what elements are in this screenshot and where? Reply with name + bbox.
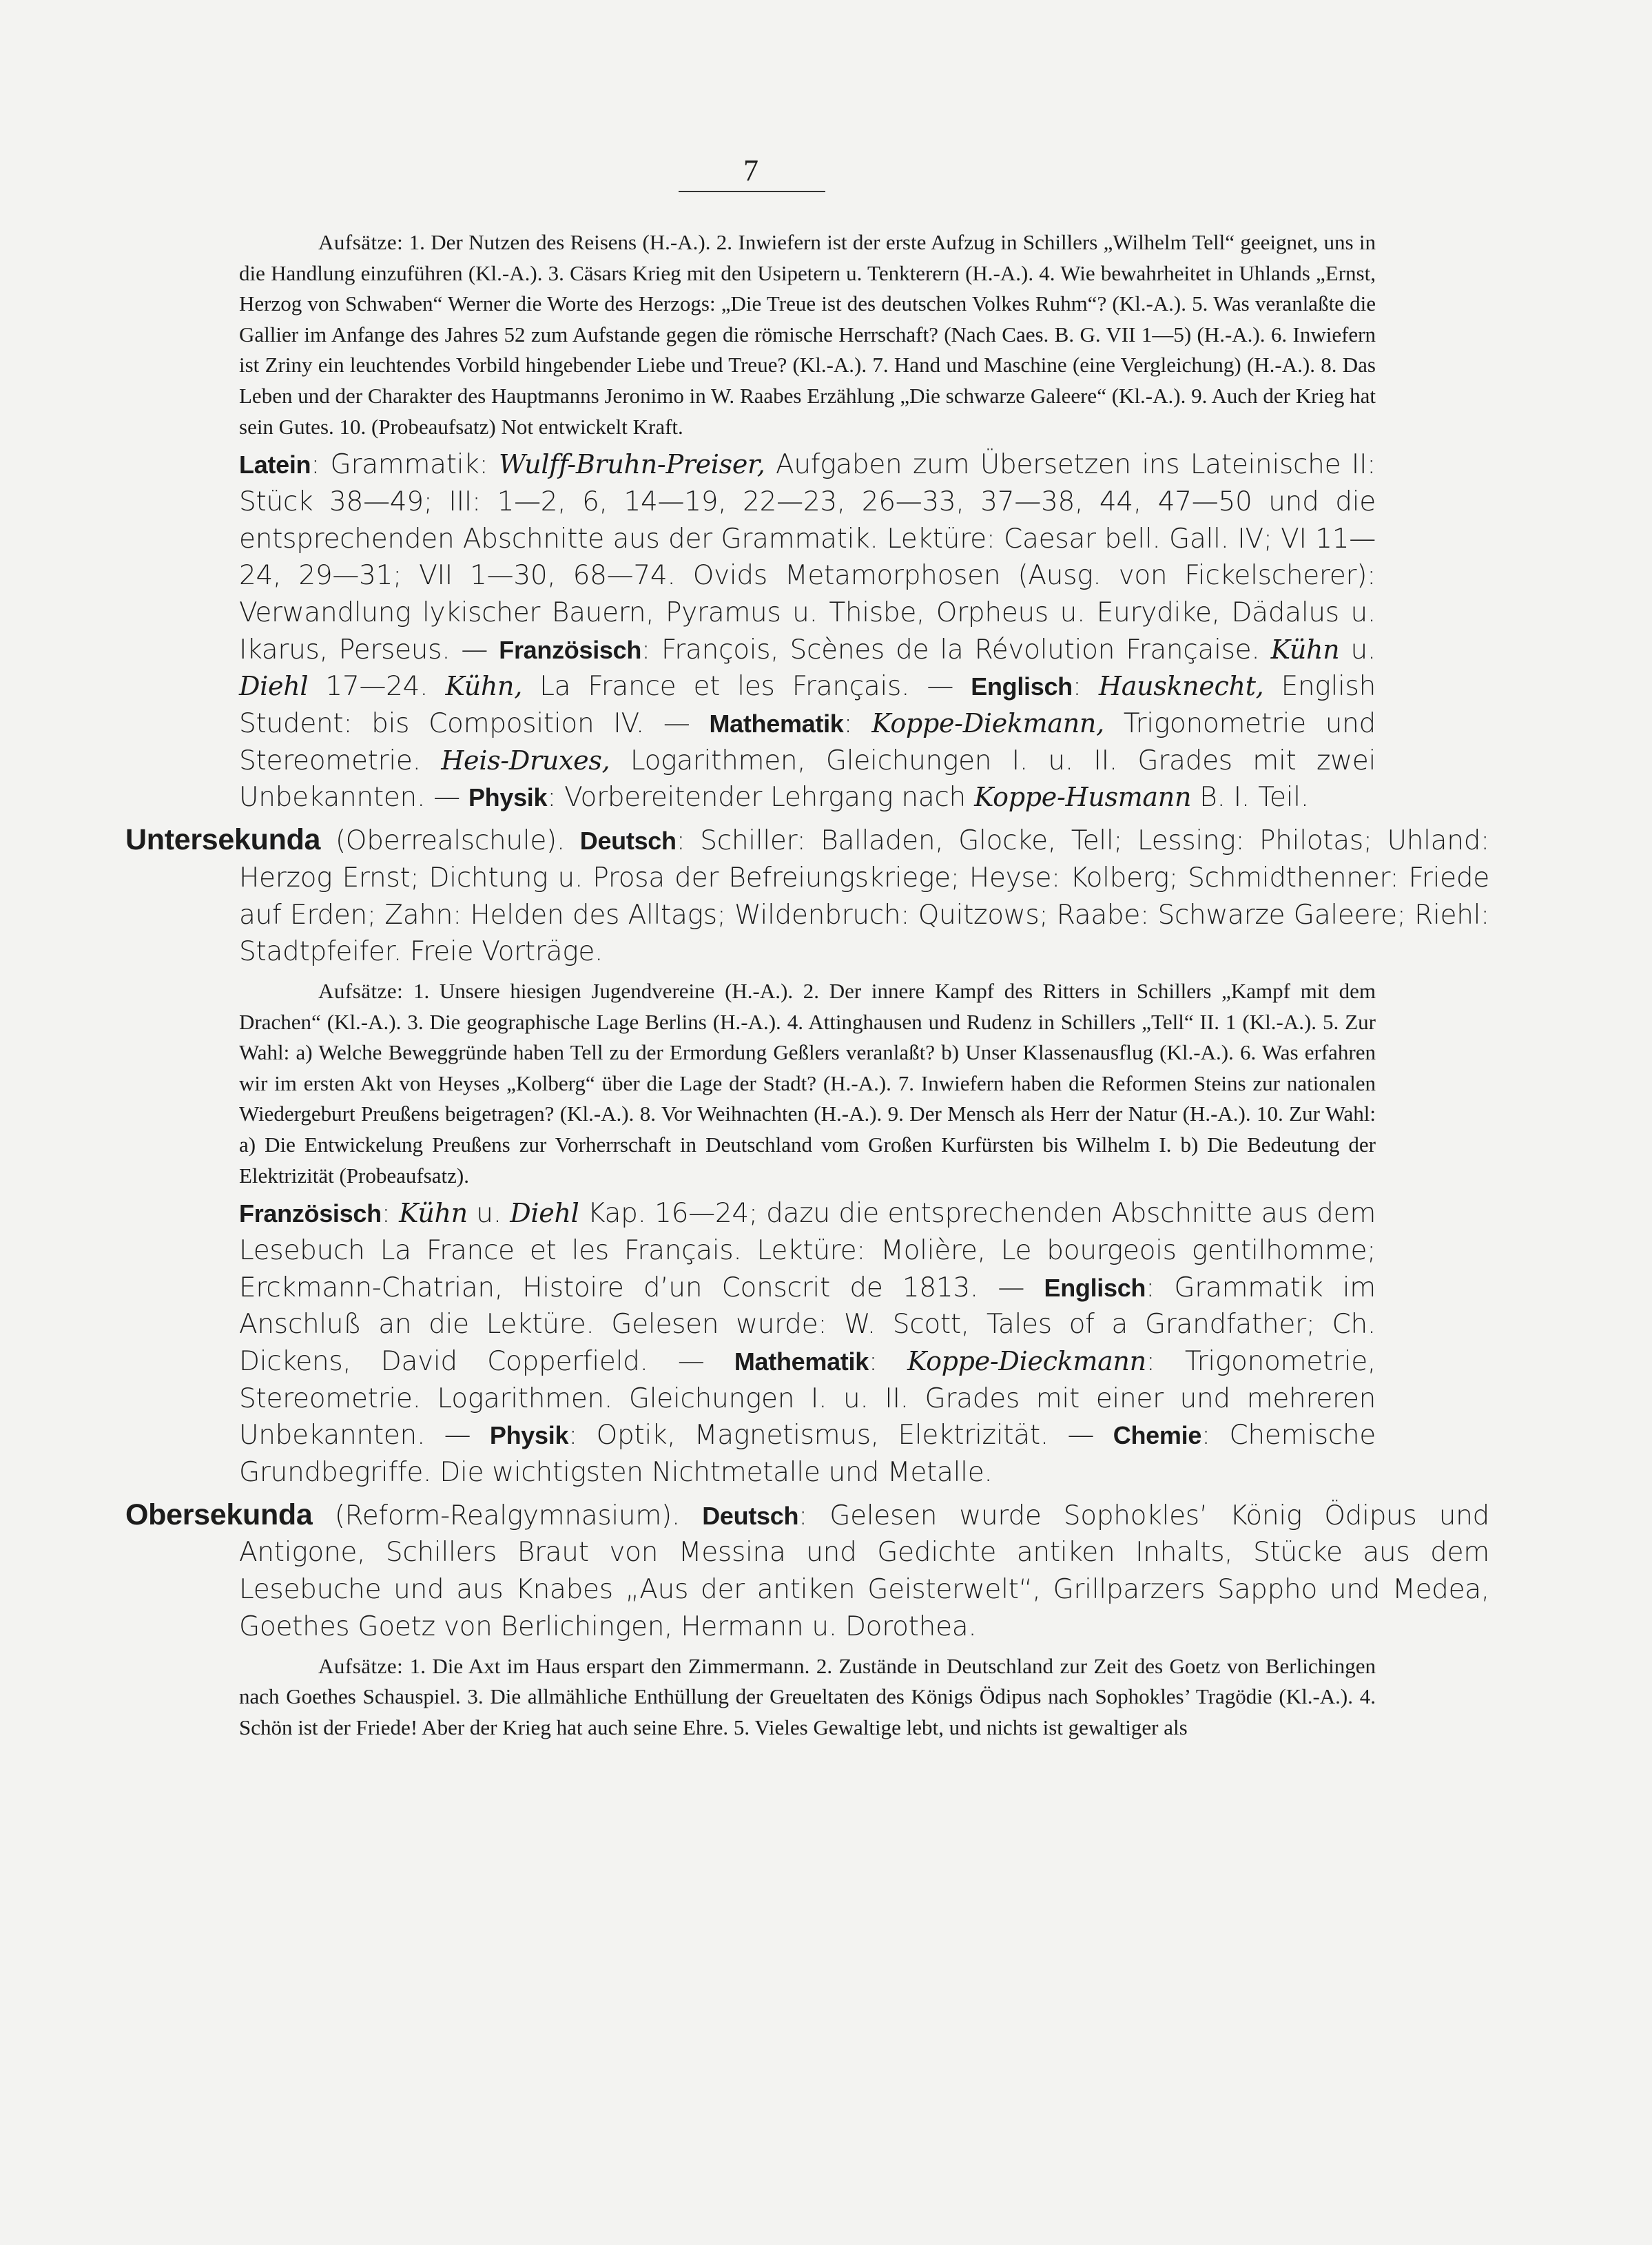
subject-paragraph — [239, 1195, 1376, 1491]
author-name: Diehl — [510, 1198, 579, 1229]
subject-keyword: Mathematik — [734, 1347, 869, 1376]
subject-paragraph — [239, 446, 1376, 816]
essay-topics-heading: Aufsätze: — [318, 979, 404, 1003]
author-name: Kühn, — [445, 671, 523, 702]
subject-keyword: Deutsch — [579, 827, 677, 856]
subject-keyword: Englisch — [971, 672, 1073, 701]
body-text: : — [381, 1198, 400, 1230]
body-text: : Grammatik: — [311, 449, 499, 481]
essay-topics-heading: Aufsätze: — [318, 1653, 404, 1678]
page-number: 7 — [743, 154, 758, 187]
body-text: English Student: bis Composition IV. — — [239, 671, 1376, 740]
subject-keyword: Chemie — [1113, 1421, 1202, 1450]
body-text: : Grammatik im Anschluß an die Lektüre. Gelesen wurde: W. Scott, Tales of a Grandfather; Ch. Dickens, David Copperfield. — — [239, 1272, 1376, 1377]
class-section-paragraph — [125, 822, 1489, 971]
subject-keyword: Latein — [239, 451, 311, 479]
essay-topics-text: 1. Der Nutzen des Reisens (H.-A.). 2. Inwiefern ist der erste Aufzug in Schillers „Wilhelm Tell“ geeignet, uns in die Handlung einzuführen (Kl.-A.). 3. Cäsars Krieg mit den Usipetern u. Tenkterern (H.-A.). 4. Wie bewahrheitet in Uhlands „Ernst, Herzog von Schwaben“ Werner die Worte des Herzogs: „Die Treue ist des deutschen Volkes Ruhm“? (Kl.-A.). 5. Was veranlaßte die Gallier im Anfange des Jahres 52 zum Aufstande gegen die römische Herrschaft? (Nach Caes. B. G. VII 1—5) (H.-A.). 6. Inwiefern ist Zriny ein leuchtendes Vorbild hingebender Liebe und Treue? (Kl.-A.). 7. Hand und Maschine (eine Vergleichung) (H.-A.). 8. Das Leben und der Charakter des Hauptmanns Jeronimo in W. Raabes Erzählung „Die schwarze Galeere“ (Kl.-A.). 9. Auch der Krieg hat sein Gutes. 10. (Probeaufsatz) Not entwickelt Kraft. — [239, 230, 1376, 439]
author-name: Koppe-Diekmann, — [871, 708, 1104, 739]
subject-keyword: Deutsch — [702, 1501, 799, 1530]
class-title: Obersekunda — [125, 1498, 313, 1531]
body-text: 17—24. — [308, 671, 446, 703]
subject-keyword: Physik — [489, 1421, 569, 1450]
page-body — [125, 227, 1489, 1747]
body-text: : Gelesen wurde Sophokles’ König Ödipus und Antigone, Schillers Braut von Messina und Gedichte antiken Inhalts, Stücke aus dem Lesebuche und aus Knabes „Aus der antiken Geisterwelt“, Grillparzers Sappho und Medea, Goethes Goetz von Berlichingen, Hermann u. Dorothea. — [239, 1500, 1489, 1642]
essay-topics-paragraph — [239, 227, 1376, 442]
body-text: : Schiller: Balladen, Glocke, Tell; Lessing: Philotas; Uhland: Herzog Ernst; Dichtung u. Prosa der Befreiungskriege; Heyse: Kolberg; Schmidthenner: Friede auf Erden; Zahn: Helden des Alltags; Wildenbruch: Quitzows; Raabe: Schwarze Galeere; Riehl: Stadtpfeifer. Freie Vorträge. — [239, 825, 1489, 968]
essay-topics-paragraph — [239, 1651, 1376, 1744]
body-text: B. I. Teil. — [1191, 782, 1309, 814]
author-name: Diehl — [239, 671, 309, 702]
body-text: u. — [1339, 634, 1376, 665]
author-name: Heis-Druxes, — [441, 745, 610, 776]
body-text: : — [843, 708, 872, 740]
class-title: Untersekunda — [125, 823, 321, 857]
author-name: Koppe-Husmann — [974, 782, 1192, 813]
body-text: Logarithmen, Gleichungen I. u. II. Grades mit zwei Unbekannten. — — [239, 745, 1376, 814]
body-text: : François, Scènes de la Révolution Française. — [641, 634, 1271, 665]
subject-keyword: Mathematik — [709, 710, 844, 738]
author-name: Wulff-Bruhn-Preiser, — [498, 449, 765, 480]
essay-topics-heading: Aufsätze: — [318, 230, 404, 254]
essay-topics-paragraph — [239, 976, 1376, 1191]
body-text: : Vorbereitender Lehrgang nach — [547, 782, 975, 814]
essay-topics-text: 1. Die Axt im Haus erspart den Zimmermann. 2. Zustände in Deutschland zur Zeit des Goetz von Berlichingen nach Goethes Schauspiel. 3. Die allmähliche Enthüllung der Greueltaten des Königs Ödipus nach Sophokles’ Tragödie (Kl.-A.). 4. Schön ist der Friede! Aber der Krieg hat auch seine Ehre. 5. Vieles Gewaltige lebt, und nichts ist gewaltiger als — [239, 1653, 1376, 1739]
page-number-rule — [679, 191, 825, 192]
body-text: : Optik, Magnetismus, Elektrizität. — — [568, 1420, 1113, 1451]
essay-topics-text: 1. Unsere hiesigen Jugendvereine (H.-A.). 2. Der innere Kampf des Ritters in Schillers „Kampf mit dem Drachen“ (Kl.-A.). 3. Die geographische Lage Berlins (H.-A.). 4. Attinghausen und Rudenz in Schillers „Tell“ II. 1 (Kl.-A.). 5. Zur Wahl: a) Welche Beweggründe haben Tell zu der Ermordung Geßlers veranlaßt? b) Unser Klassenausflug (Kl.-A.). 6. Was erfahren wir im ersten Akt von Heyses „Kolberg“ über die Lage der Stadt? (H.-A.). 7. Inwiefern haben die Reformen Steins zur nationalen Wiedergeburt Preußens beigetragen? (Kl.-A.). 8. Vor Weihnachten (H.-A.). 9. Der Mensch als Herr der Natur (H.-A.). 10. Zur Wahl: a) Die Entwickelung Preußens zur Vorherrschaft in Deutschland vom Großen Kurfürsten bis Wilhelm I. b) Die Bedeutung der Elektrizität (Probeaufsatz). — [239, 979, 1376, 1188]
body-text: Kap. 16—24; dazu die entsprechenden Abschnitte aus dem Lesebuch La France et les Français. Lektüre: Molière, Le bourgeois gentilhomme; Erckmann-Chatrian, Histoire d’un Conscrit de 1813. — — [239, 1198, 1376, 1303]
author-name: Hausknecht, — [1098, 671, 1264, 702]
author-name: Kühn — [399, 1198, 468, 1229]
body-text: u. — [467, 1198, 510, 1230]
class-section-paragraph — [125, 1497, 1489, 1646]
body-text: (Reform-Realgymnasium). — [312, 1500, 703, 1531]
subject-keyword: Englisch — [1044, 1273, 1146, 1302]
body-text: : — [1072, 671, 1099, 703]
subject-keyword: Französisch — [239, 1199, 382, 1228]
body-text: La France et les Français. — — [522, 671, 971, 703]
body-text: Trigonometrie und Stereometrie. — [239, 708, 1376, 776]
subject-keyword: Französisch — [499, 635, 642, 664]
body-text: Aufgaben zum Übersetzen ins Lateinische II: Stück 38—49; III: 1—2, 6, 14—19, 22—23, 26—33, 37—38, 44, 47—50 und die entsprechenden Abschnitte aus der Grammatik. Lektüre: Caesar bell. Gall. IV; VI 11—24, 29—31; VII 1—30, 68—74. Ovids Metamorphosen (Ausg. von Fickelscherer): Verwandlung lykischer Bauern, Pyramus u. Thisbe, Orpheus u. Eurydike, Dädalus u. Ikarus, Perseus. — — [239, 449, 1376, 665]
body-text: : Chemische Grundbegriffe. Die wichtigsten Nichtmetalle und Metalle. — [239, 1420, 1376, 1489]
body-text: : — [868, 1345, 907, 1377]
author-name: Koppe-Dieckmann — [907, 1345, 1146, 1376]
body-text: (Oberrealschule). — [320, 825, 580, 857]
author-name: Kühn — [1270, 634, 1340, 665]
body-text: : Trigonometrie, Stereometrie. Logarithmen. Gleichungen I. u. II. Grades mit einer und mehreren Unbekannten. — — [239, 1345, 1376, 1451]
subject-keyword: Physik — [468, 783, 548, 812]
